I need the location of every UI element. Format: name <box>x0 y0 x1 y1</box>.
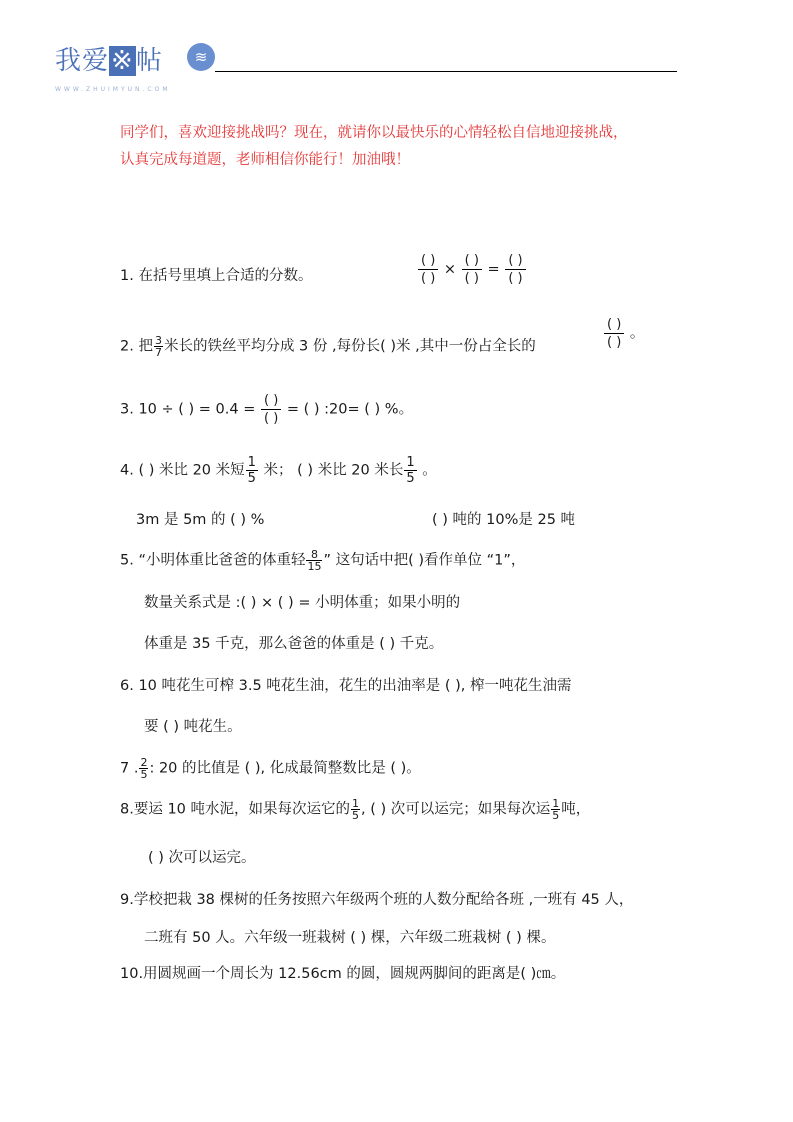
q1-fraction-2: $\frac{( )}{( )}$ <box>462 252 482 287</box>
site-logo <box>55 40 163 77</box>
q7-fraction: $\frac{2}{5}$ <box>140 756 148 781</box>
question-4b-right: ( ) 吨的 10%是 25 吨 <box>432 512 576 528</box>
q4-fraction-1: $\frac{1}{5}$ <box>247 455 256 486</box>
intro-line-2: 认真完成每道题，老师相信你能行！加油哦！ <box>120 152 410 168</box>
intro-text <box>120 120 680 174</box>
q1-label: 1. 在括号里填上合适的分数。 <box>120 268 313 284</box>
q1-fraction-row <box>417 252 527 287</box>
header-divider <box>215 71 677 72</box>
q2-answer-fraction: $\frac{( )}{( )}$ 。 <box>603 316 644 351</box>
q8-fraction-2: $\frac{1}{5}$ <box>552 797 560 822</box>
q5-fraction: $\frac{8}{15}$ <box>307 548 322 573</box>
question-3: 3. 10 ÷ ( ) = 0.4 = $\frac{( )}{( )}$ = ( ) :20= ( ) %。 <box>120 393 414 426</box>
question-5-line-3: 体重是 35 千克，那么爸爸的体重是 ( ) 千克。 <box>144 636 444 652</box>
question-6-line-2: 要 ( ) 吨花生。 <box>144 719 242 735</box>
question-5-line-2: 数量关系式是 :( ) × ( ) = 小明体重；如果小明的 <box>144 595 461 611</box>
logo-suffix: 帖 <box>135 46 163 76</box>
q1-times: × <box>443 261 457 278</box>
q3-fraction: $\frac{( )}{( )}$ <box>261 392 281 427</box>
logo-url: WWW.ZHUIMYUN.COM <box>55 86 171 93</box>
question-8-line-2: ( ) 次可以运完。 <box>148 850 256 866</box>
page-header <box>55 40 677 98</box>
q4-fraction-2: $\frac{1}{5}$ <box>406 455 415 486</box>
logo-icon: ≋ <box>187 43 215 71</box>
q1-fraction-3: $\frac{( )}{( )}$ <box>505 252 525 287</box>
question-9-line-2: 二班有 50 人。六年级一班栽树 ( ) 棵，六年级二班栽树 ( ) 棵。 <box>144 930 556 946</box>
question-10: 10.用圆规画一个周长为 12.56cm 的圆，圆规两脚间的距离是( )㎝。 <box>120 966 566 982</box>
q1-fraction-1: $\frac{( )}{( )}$ <box>418 252 438 287</box>
logo-prefix: 我爱 <box>55 46 110 76</box>
question-5: 5. “小明体重比爸爸的体重轻 $\frac{8}{15}$ ” 这句话中把( )看作单位 “1”， <box>120 548 526 573</box>
question-4b-left: 3m 是 5m 的 ( ) % <box>136 512 265 528</box>
question-1 <box>120 266 312 286</box>
question-7: 7 . $\frac{2}{5}$ : 20 的比值是 ( ), 化成最简整数比是 ( )。 <box>120 756 421 781</box>
q8-fraction-1: $\frac{1}{5}$ <box>352 797 360 822</box>
question-2: 2. 把 $\frac{3}{7}$ 米长的铁丝平均分成 3 份 ,每份长( )米 ,其中一份占全长的 <box>120 334 536 359</box>
question-8: 8.要运 10 吨水泥，如果每次运它的 $\frac{1}{5}$ , ( ) 次可以运完；如果每次运 $\frac{1}{5}$ 吨， <box>120 797 591 822</box>
question-4: 4. ( ) 米比 20 米短 $\frac{1}{5}$ 米； ( ) 米比 20 米长 $\frac{1}{5}$ 。 <box>120 455 437 486</box>
q2-fraction: $\frac{3}{7}$ <box>154 334 162 359</box>
question-6: 6. 10 吨花生可榨 3.5 吨花生油，花生的出油率是 ( ), 榨一吨花生油需 <box>120 678 572 694</box>
question-9: 9.学校把栽 38 棵树的任务按照六年级两个班的人数分配给各班 ,一班有 45 人， <box>120 892 634 908</box>
logo-box: ※ <box>111 46 134 76</box>
q1-equals: = <box>487 261 500 278</box>
intro-line-1: 同学们，喜欢迎接挑战吗？现在，就请你以最快乐的心情轻松自信地迎接挑战， <box>120 125 628 141</box>
